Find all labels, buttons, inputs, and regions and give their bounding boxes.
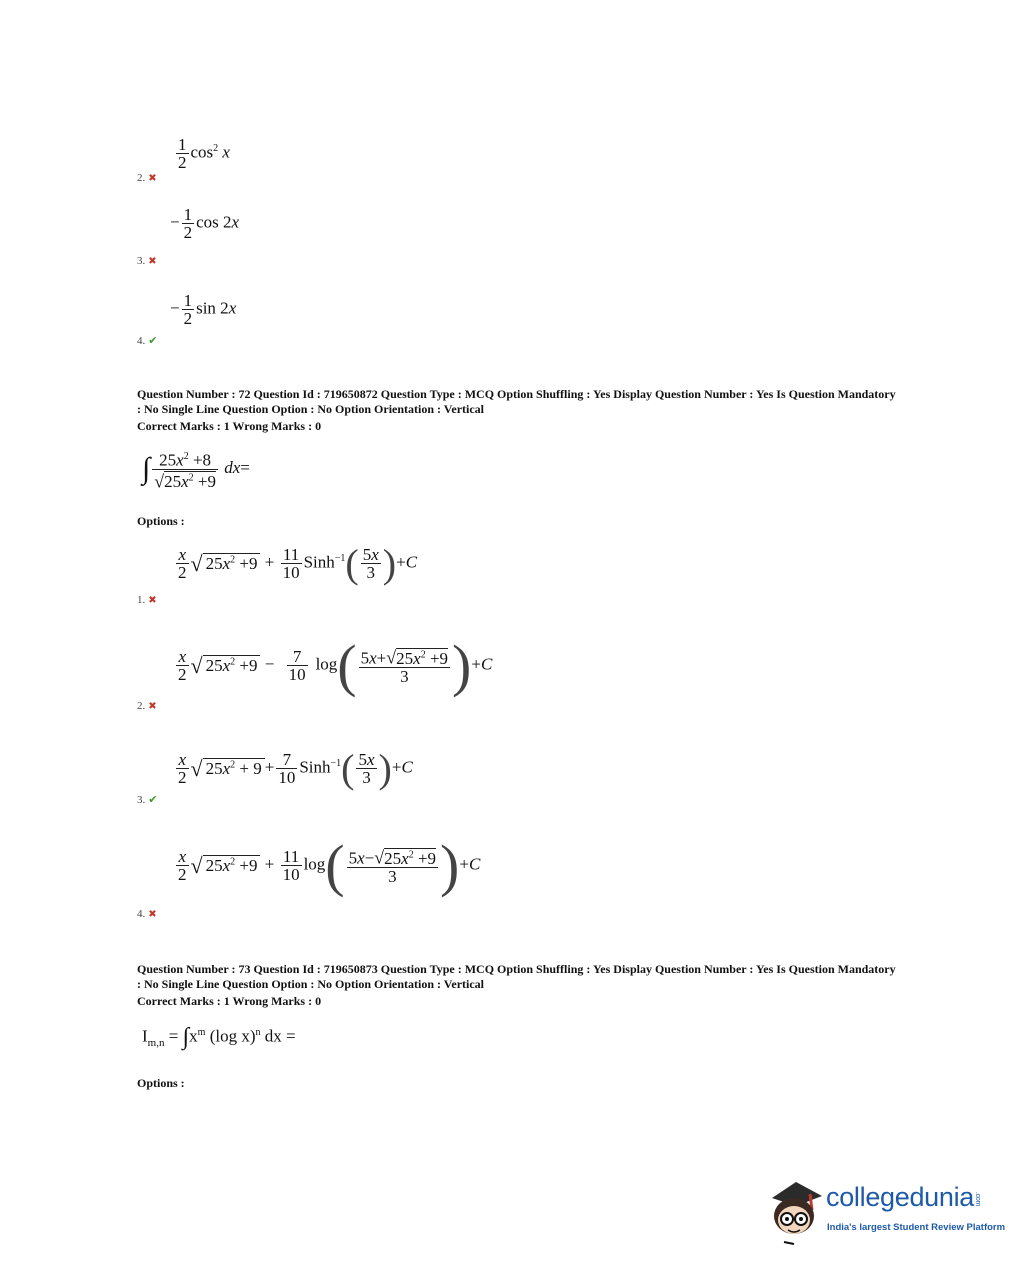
option-number bbox=[137, 172, 157, 184]
option-number bbox=[137, 594, 157, 606]
math-option-4: − $\frac{1}{2}$ sin 2x bbox=[170, 291, 237, 328]
check-icon: ✔ bbox=[148, 335, 158, 347]
cross-icon: ✖ bbox=[148, 701, 157, 712]
math-option-3: − $\frac{1}{2}$ cos 2x bbox=[170, 205, 240, 242]
option-number-label: 3. bbox=[137, 794, 146, 806]
math-option-2: $\frac{x}{2}$ √ $25x^2 +9$ − $\frac{7}{10}$ log( $\frac{5x+√25x^2 +9}{3}$ )+C bbox=[178, 633, 493, 698]
question-math: ∫ $\frac{25x^2 +8}{√25x^2 +9}$ dx= bbox=[142, 448, 250, 490]
options-label: Options : bbox=[137, 514, 185, 528]
question-header: Question Number : 73 Question Id : 719650873 Question Type : MCQ Option Shuffling : Yes Display Question Number : Yes Is Question Mandatory : No Single Line Question Option : No Option Orientation : Vertical bbox=[137, 962, 896, 991]
options-label: Options : bbox=[137, 1076, 185, 1090]
option-number-label: 4. bbox=[137, 335, 146, 347]
option-number-label: 2. bbox=[137, 172, 146, 184]
question-marks: Correct Marks : 1 Wrong Marks : 0 bbox=[137, 419, 322, 433]
mascot-icon bbox=[766, 1176, 824, 1246]
question-marks: Correct Marks : 1 Wrong Marks : 0 bbox=[137, 994, 322, 1008]
check-icon: ✔ bbox=[148, 794, 158, 806]
cross-icon: ✖ bbox=[148, 256, 157, 267]
option-number bbox=[137, 908, 157, 920]
math-option-1: $\frac{x}{2}$ √ $25x^2 +9$ + $\frac{11}{10}$ Sinh$^{-1}$( $\frac{5x}{3}$ )+C bbox=[178, 541, 418, 586]
logo-name: collegedunia bbox=[826, 1182, 975, 1212]
option-number-label: 4. bbox=[137, 908, 146, 920]
question-header: Question Number : 72 Question Id : 719650872 Question Type : MCQ Option Shuffling : Yes Display Question Number : Yes Is Question Mandatory : No Single Line Question Option : No Option Orientation : Vertical bbox=[137, 387, 896, 416]
option-number-label: 1. bbox=[137, 594, 146, 606]
option-number-label: 3. bbox=[137, 255, 146, 267]
option-number bbox=[137, 334, 157, 347]
math-option-2: $\frac{1}{2}$ $\cos^2 x$ bbox=[178, 135, 230, 172]
cross-icon: ✖ bbox=[148, 909, 157, 920]
cross-icon: ✖ bbox=[148, 173, 157, 184]
option-number bbox=[137, 793, 157, 806]
math-option-3: $\frac{x}{2}$ √ $25x^2 + 9$ + $\frac{7}{10}$ Sinh$^{-1}$( $\frac{5x}{3}$ )+C bbox=[178, 746, 413, 791]
logo-tagline: India's largest Student Review Platform bbox=[827, 1222, 1006, 1233]
question-math: $I_{m,n} = \int x^m$ (log x)$^n$ dx = bbox=[142, 1024, 296, 1050]
collegedunia-logo bbox=[766, 1176, 1006, 1246]
option-number-label: 2. bbox=[137, 700, 146, 712]
math-option-4: $\frac{x}{2}$ √ $25x^2 +9$ + $\frac{11}{10}$ log( $\frac{5x-√25x^2 +9}{3}$ )+C bbox=[178, 833, 481, 898]
option-number bbox=[137, 700, 157, 712]
cross-icon: ✖ bbox=[148, 595, 157, 606]
option-number bbox=[137, 255, 157, 267]
logo-suffix: .com bbox=[974, 1191, 982, 1206]
